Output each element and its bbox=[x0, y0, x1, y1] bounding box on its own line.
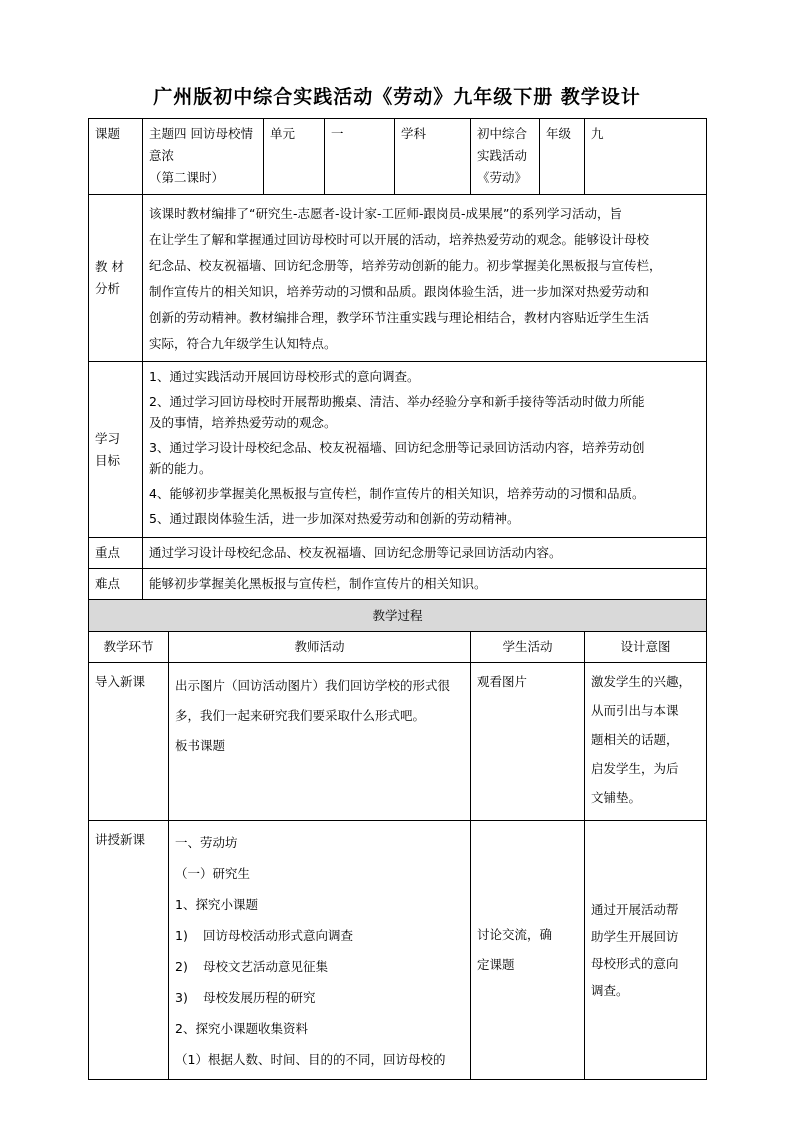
objective-item: 5、通过跟岗体验生活，进一步加深对热爱劳动和创新的劳动精神。 bbox=[149, 511, 520, 526]
objectives-list bbox=[143, 362, 707, 538]
intent-line: 通过开展活动帮 bbox=[591, 902, 679, 917]
objective-item: 4、能够初步掌握美化黑板报与宣传栏，制作宣传片的相关知识，培养劳动的习惯和品质。 bbox=[149, 486, 645, 501]
discipline-line: 《劳动》 bbox=[477, 170, 528, 185]
process-header-row bbox=[89, 600, 707, 632]
process-row-teach bbox=[89, 821, 707, 1080]
teacher-line: 多，我们一起来研究我们要采取什么形式吧。 bbox=[175, 708, 426, 723]
label-line: 教 材 bbox=[95, 259, 124, 274]
difficulty-text: 能够初步掌握美化黑板报与宣传栏，制作宣传片的相关知识。 bbox=[143, 569, 707, 600]
label-objectives bbox=[89, 362, 143, 538]
intent-line: 从而引出与本课 bbox=[591, 703, 679, 718]
label-grade: 年级 bbox=[540, 119, 585, 195]
label-subject: 课题 bbox=[89, 119, 143, 195]
intent-line: 文铺垫。 bbox=[591, 790, 642, 805]
intent-line: 调查。 bbox=[591, 983, 629, 998]
teacher-line: 板书课题 bbox=[175, 738, 226, 753]
process-section-title: 教学过程 bbox=[89, 600, 707, 632]
intent-line: 启发学生，为后 bbox=[591, 761, 679, 776]
label-unit: 单元 bbox=[264, 119, 325, 195]
label-line: 分析 bbox=[95, 281, 121, 296]
topic-item: 2) 母校文艺活动意见征集 bbox=[175, 959, 329, 974]
discipline-line: 初中综合 bbox=[477, 126, 528, 141]
teacher-line: （1）根据人数、时间、目的的不同，回访母校的 bbox=[175, 1052, 446, 1067]
grade-value: 九 bbox=[585, 119, 707, 195]
unit-value: 一 bbox=[325, 119, 395, 195]
intent-teach bbox=[585, 821, 707, 1080]
discipline-value bbox=[471, 119, 540, 195]
intent-line: 母校形式的意向 bbox=[591, 956, 679, 971]
topic-item: 1) 回访母校活动形式意向调查 bbox=[175, 928, 354, 943]
document-title: 广州版初中综合实践活动《劳动》九年级下册 教学设计 bbox=[153, 86, 641, 108]
label-analysis bbox=[89, 195, 143, 362]
analysis-line: 制作宣传片的相关知识，培养劳动的习惯和品质。跟岗体验生活，进一步加深对热爱劳动和 bbox=[149, 284, 650, 299]
intent-line: 助学生开展回访 bbox=[591, 929, 679, 944]
col-header-student: 学生活动 bbox=[471, 632, 585, 663]
student-line: 讨论交流，确 bbox=[477, 927, 553, 942]
process-row-intro bbox=[89, 663, 707, 821]
key-point-row bbox=[89, 538, 707, 569]
teacher-activity-intro bbox=[169, 663, 471, 821]
subject-name: 主题四 回访母校情意浓 bbox=[149, 126, 253, 163]
intent-intro bbox=[585, 663, 707, 821]
label-line: 目标 bbox=[95, 452, 121, 468]
col-header-teacher: 教师活动 bbox=[169, 632, 471, 663]
stage-intro: 导入新课 bbox=[89, 663, 169, 821]
col-header-intent: 设计意图 bbox=[585, 632, 707, 663]
header-row bbox=[89, 119, 707, 195]
label-discipline: 学科 bbox=[395, 119, 471, 195]
teacher-line: （一）研究生 bbox=[175, 866, 251, 881]
intent-line: 题相关的话题， bbox=[591, 732, 679, 747]
subject-period: （第二课时） bbox=[149, 170, 225, 185]
objective-item: 1、通过实践活动开展回访母校形式的意向调查。 bbox=[149, 369, 420, 384]
analysis-line: 实际，符合九年级学生认知特点。 bbox=[149, 336, 337, 351]
intent-line: 激发学生的兴趣， bbox=[591, 674, 692, 689]
label-key-point: 重点 bbox=[89, 538, 143, 569]
student-activity-intro: 观看图片 bbox=[471, 663, 585, 821]
teacher-line: 2、探究小课题收集资料 bbox=[175, 1021, 308, 1036]
teacher-line: 一、劳动坊 bbox=[175, 835, 238, 850]
discipline-line: 实践活动 bbox=[477, 148, 528, 163]
analysis-text bbox=[143, 195, 707, 362]
lesson-plan-table bbox=[88, 118, 707, 1080]
label-difficulty: 难点 bbox=[89, 569, 143, 600]
student-activity-teach bbox=[471, 821, 585, 1080]
teacher-line: 出示图片（回访活动图片）我们回访学校的形式很 bbox=[175, 678, 451, 693]
analysis-line: 纪念品、校友祝福墙、回访纪念册等，培养劳动创新的能力。初步掌握美化黑板报与宣传栏， bbox=[149, 258, 662, 273]
objective-item: 3、通过学习设计母校纪念品、校友祝福墙、回访纪念册等记录回访活动内容，培养劳动创 新的能力。 bbox=[149, 440, 645, 476]
teacher-line: 1、探究小课题 bbox=[175, 897, 258, 912]
analysis-line: 在让学生了解和掌握通过回访母校时可以开展的活动，培养热爱劳动的观念。能够设计母校 bbox=[149, 232, 650, 247]
student-line: 定课题 bbox=[477, 957, 515, 972]
col-header-stage: 教学环节 bbox=[89, 632, 169, 663]
objectives-row bbox=[89, 362, 707, 538]
difficulty-row bbox=[89, 569, 707, 600]
objective-item: 2、通过学习回访母校时开展帮助搬桌、清洁、举办经验分享和新手接待等活动时做力所能 及的事情，培养热爱劳动的观念。 bbox=[149, 394, 645, 430]
stage-teach: 讲授新课 bbox=[89, 821, 169, 1080]
analysis-line: 该课时教材编排了“研究生-志愿者-设计家-工匠师-跟岗员-成果展”的系列学习活动，旨 bbox=[149, 206, 623, 221]
key-point-text: 通过学习设计母校纪念品、校友祝福墙、回访纪念册等记录回访活动内容。 bbox=[143, 538, 707, 569]
teacher-activity-teach bbox=[169, 821, 471, 1080]
topic-item: 3) 母校发展历程的研究 bbox=[175, 990, 316, 1005]
label-line: 学习 bbox=[95, 430, 121, 446]
analysis-line: 创新的劳动精神。教材编排合理，教学环节注重实践与理论相结合，教材内容贴近学生生活 bbox=[149, 310, 650, 325]
subject-cell bbox=[143, 119, 264, 195]
analysis-row bbox=[89, 195, 707, 362]
process-columns-row bbox=[89, 632, 707, 663]
